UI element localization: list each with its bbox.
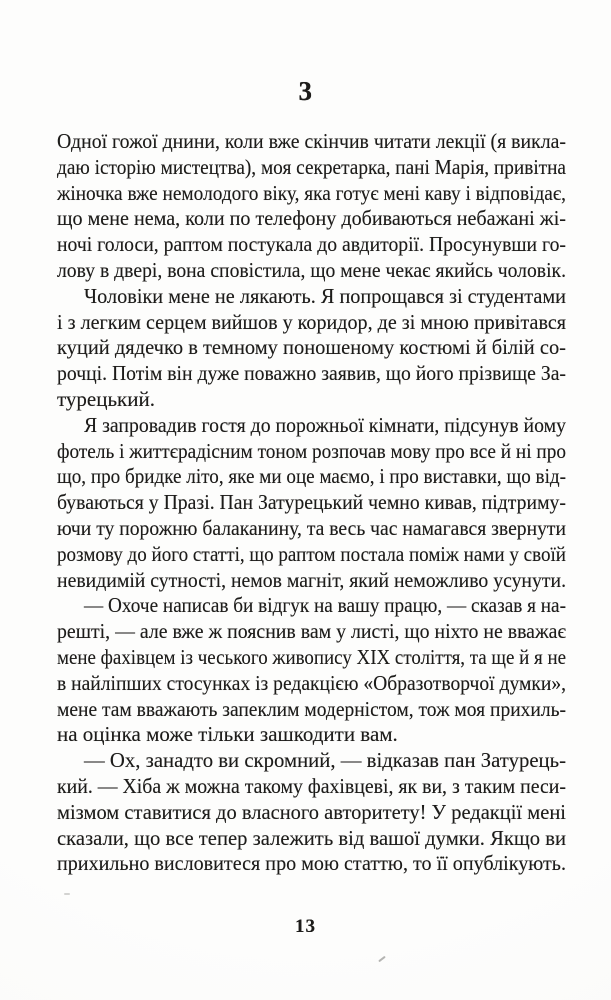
text-line: турецький. xyxy=(57,386,155,411)
text-line: що мене нема, коли по телефону добиваються небажані жі- xyxy=(57,206,566,231)
text-line: ночі голоси, раптом постукала до авдиторії. Просунувши го- xyxy=(57,232,566,257)
page-number: 13 xyxy=(295,916,316,937)
text-line: що, про бридке літо, яке ми оце маємо, і про виставки, що від- xyxy=(57,464,566,489)
text-line: на оцінка може тільки зашкодити вам. xyxy=(57,722,398,747)
text-line: кий. — Хіба ж можна такому фахівцеві, як ви, з таким песи- xyxy=(57,773,566,798)
chapter-number: 3 xyxy=(298,76,313,106)
scan-speck xyxy=(64,893,70,895)
text-line: сказали, що все тепер залежить від вашої думки. Якщо ви xyxy=(57,825,566,850)
text-line: Я запровадив гостя до порожньої кімнати, підсунув йому xyxy=(84,412,566,437)
text-line: ючи ту порожню балаканину, та весь час намагався звернути xyxy=(57,515,566,540)
text-line: буваються у Празі. Пан Затурецький чемно кивав, підтриму- xyxy=(57,490,566,515)
body-text xyxy=(57,129,566,877)
text-line: в найліпших стосунках із редакцією «Образотворчої думки», xyxy=(57,670,566,695)
text-line: фотель і життєрадісним тоном розпочав мову про все й ні про xyxy=(57,438,566,463)
text-line: рочці. Потім він дуже поважно заявив, що його прізвище За- xyxy=(57,361,566,386)
text-line: мене там вважають запеклим модерністом, тож моя прихиль- xyxy=(57,696,566,721)
text-line: Одної гожої днини, коли вже скінчив читати лекції (я викла- xyxy=(57,129,566,153)
text-line: жіночка вже немолодого віку, яка готує мені каву і відповідає, xyxy=(57,180,566,205)
text-line: решті, — але вже ж пояснив вам у листі, що ніхто не вважає xyxy=(57,619,566,644)
text-line: мізмом ставитися до власного авторитету! У редакції мені xyxy=(57,799,566,824)
text-line: прихильно висловитеся про мою статтю, то її опублікують. xyxy=(57,851,566,876)
text-line: і з легким серцем вийшов у коридор, де зі мною привітався xyxy=(57,309,566,334)
text-line: даю історію мистецтва), моя секретарка, пані Марія, привітна xyxy=(57,154,566,179)
text-line: Чоловіки мене не лякають. Я попрощався зі студентами xyxy=(84,283,566,308)
text-line: розмову до його статті, що раптом постала поміж нами у своїй xyxy=(57,541,566,566)
scan-speck xyxy=(378,956,386,963)
text-line: лову в двері, вона сповістила, що мене чекає якийсь чоловік. xyxy=(57,257,566,282)
text-line: — Охоче написав би відгук на вашу працю, — сказав я на- xyxy=(84,593,566,618)
text-line: куций дядечко в темному поношеному костюмі й білій со- xyxy=(57,335,566,360)
text-line: невидимій сутності, немов магніт, який неможливо усунути. xyxy=(57,567,566,592)
text-line: — Ох, занадто ви скромний, — відказав пан Затурець- xyxy=(84,748,566,773)
text-line: мене фахівцем із чеського живопису XIX століття, та ще й я не xyxy=(57,644,566,669)
